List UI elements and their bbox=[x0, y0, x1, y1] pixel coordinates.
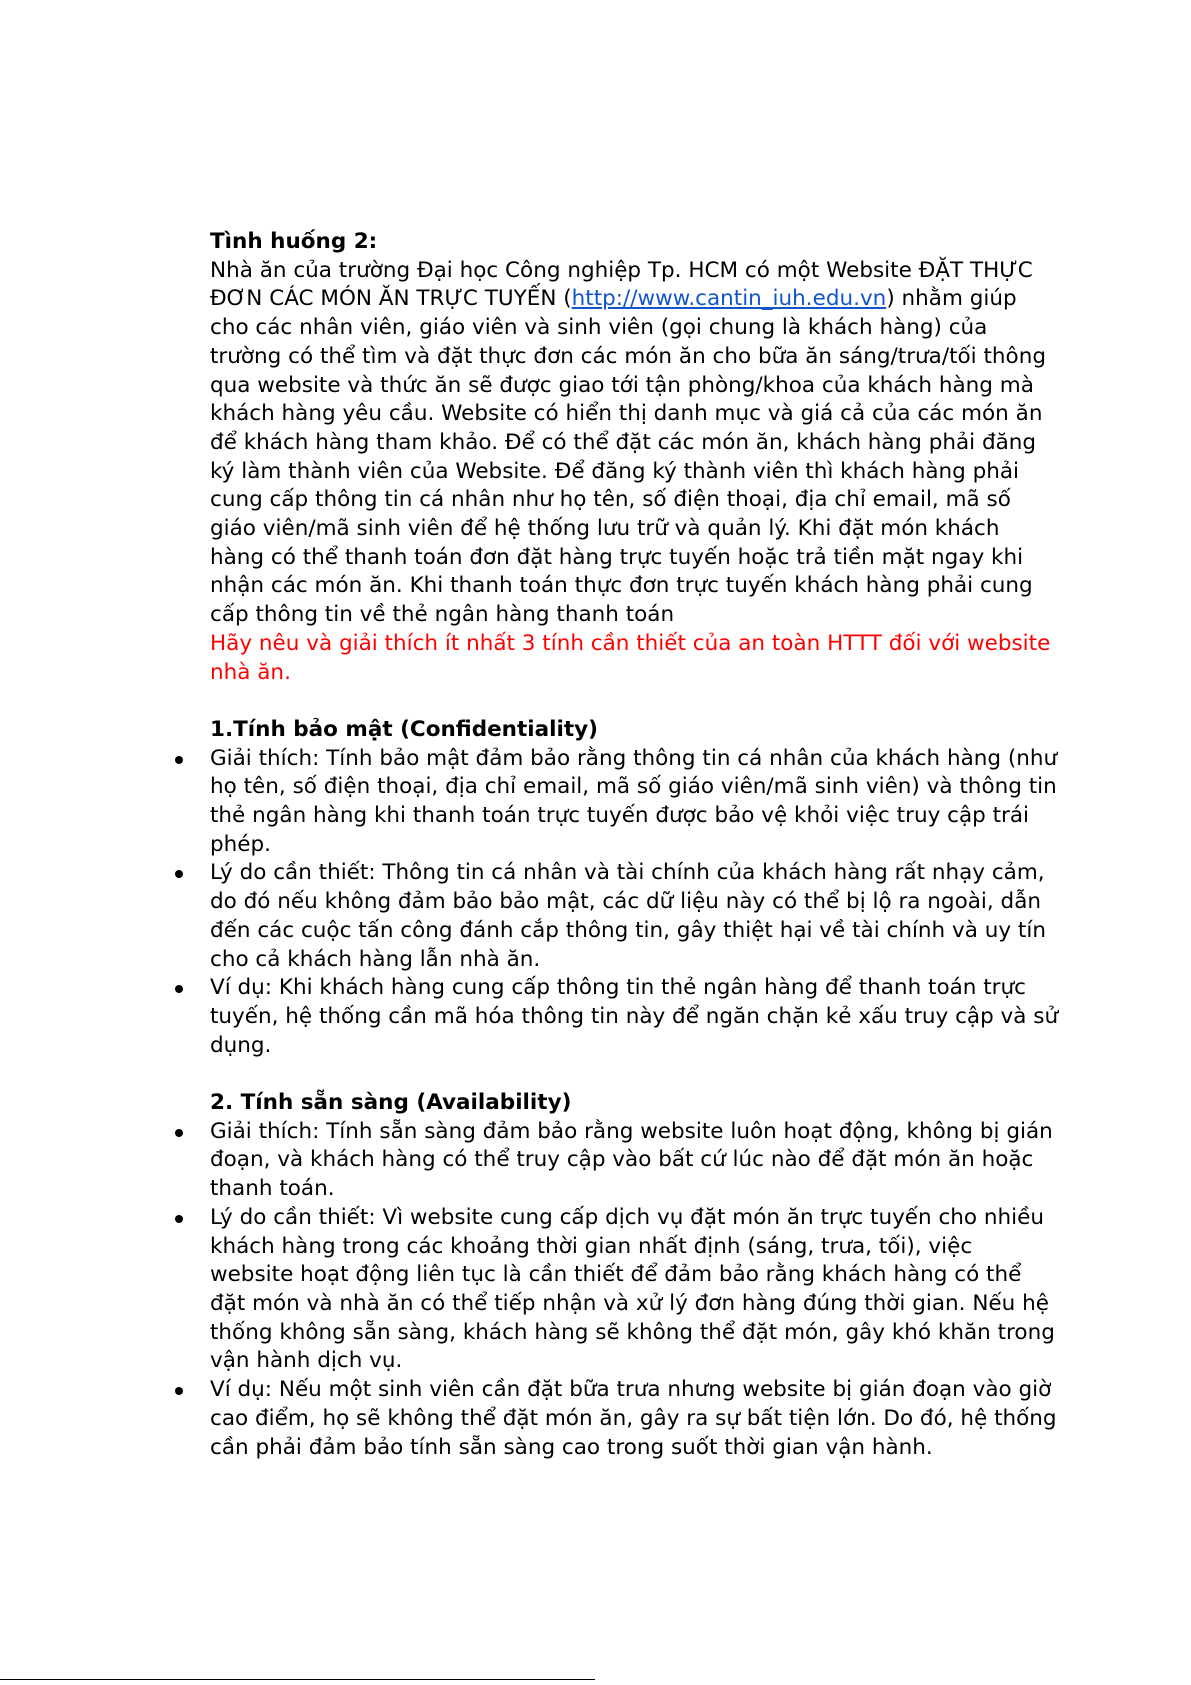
list-item bbox=[210, 974, 1060, 1060]
document-body bbox=[210, 228, 1060, 1462]
intro-text-before-link: Nhà ăn của trường Đại học Công nghiệp Tp. HCM có một Website ĐẶT THỰC ĐƠN CÁC MÓN ĂN TRỰC TUYẾN ( bbox=[210, 257, 1033, 312]
bullet-icon bbox=[175, 870, 183, 878]
bullet-icon bbox=[175, 1129, 183, 1137]
list-item-text: Giải thích: Tính sẵn sàng đảm bảo rằng website luôn hoạt động, không bị gián đoạn, và khách hàng có thể truy cập vào bất cứ lúc nào để đặt món ăn hoặc thanh toán. bbox=[210, 1118, 1053, 1202]
list-item-text: Lý do cần thiết: Vì website cung cấp dịch vụ đặt món ăn trực tuyến cho nhiều khách hàng trong các khoảng thời gian nhất định (sáng, trưa, tối), việc website hoạt động liên tục là cần thiết để đảm bảo rằng khách hàng có thể đặt món và nhà ăn có thể tiếp nhận và xử lý đơn hàng đúng thời gian. Nếu hệ thống không sẵn sàng, khách hàng sẽ không thể đặt món, gây khó khăn trong vận hành dịch vụ. bbox=[210, 1204, 1055, 1374]
footnote-separator bbox=[0, 1679, 595, 1680]
intro-text-after-link: ) nhằm giúp cho các nhân viên, giáo viên và sinh viên (gọi chung là khách hàng) của trường có thể tìm và đặt thực đơn các món ăn cho bữa ăn sáng/trưa/tối thông qua website và thức ăn sẽ được giao tới tận phòng/khoa của khách hàng mà khách hàng yêu cầu. Website có hiển thị danh mục và giá cả của các món ăn để khách hàng tham khảo. Để có thể đặt các món ăn, khách hàng phải đăng ký làm thành viên của Website. Để đăng ký thành viên thì khách hàng phải cung cấp thông tin cá nhân như họ tên, số điện thoại, địa chỉ email, mã số giáo viên/mã sinh viên để hệ thống lưu trữ và quản lý. Khi đặt món khách hàng có thể thanh toán đơn đặt hàng trực tuyến hoặc trả tiền mặt ngay khi nhận các món ăn. Khi thanh toán thực đơn trực tuyến khách hàng phải cung cấp thông tin về thẻ ngân hàng thanh toán bbox=[210, 286, 1046, 628]
list-item bbox=[210, 1118, 1060, 1204]
bullet-icon bbox=[175, 1215, 183, 1223]
section-title: Tình huống 2: bbox=[210, 229, 378, 254]
confidentiality-list bbox=[210, 745, 1060, 1061]
list-item bbox=[210, 1204, 1060, 1376]
question-text: Hãy nêu và giải thích ít nhất 3 tính cần thiết của an toàn HTTT đối với website nhà ăn. bbox=[210, 630, 1051, 685]
list-item bbox=[210, 859, 1060, 974]
bullet-icon bbox=[175, 985, 183, 993]
availability-list bbox=[210, 1118, 1060, 1462]
list-item-text: Lý do cần thiết: Thông tin cá nhân và tài chính của khách hàng rất nhạy cảm, do đó nếu không đảm bảo bảo mật, các dữ liệu này có thể bị lộ ra ngoài, dẫn đến các cuộc tấn công đánh cắp thông tin, gây thiệt hại về tài chính và uy tín cho cả khách hàng lẫn nhà ăn. bbox=[210, 860, 1046, 972]
list-item-text: Ví dụ: Khi khách hàng cung cấp thông tin thẻ ngân hàng để thanh toán trực tuyến, hệ thống cần mã hóa thông tin này để ngăn chặn kẻ xấu truy cập và sử dụng. bbox=[210, 975, 1059, 1058]
list-item bbox=[210, 745, 1060, 860]
section-heading-availability: 2. Tính sẵn sàng (Availability) bbox=[210, 1090, 572, 1116]
list-item bbox=[210, 1376, 1060, 1462]
blank-line bbox=[210, 1060, 1060, 1089]
intro-paragraph bbox=[210, 257, 1060, 630]
blank-line bbox=[210, 687, 1060, 716]
bullet-icon bbox=[175, 1387, 183, 1395]
website-link[interactable]: http://www.cantin_iuh.edu.vn bbox=[571, 286, 887, 312]
section-heading-confidentiality: 1.Tính bảo mật (Confidentiality) bbox=[210, 716, 598, 742]
list-item-text: Ví dụ: Nếu một sinh viên cần đặt bữa trưa nhưng website bị gián đoạn vào giờ cao điểm, họ sẽ không thể đặt món ăn, gây ra sự bất tiện lớn. Do đó, hệ thống cần phải đảm bảo tính sẵn sàng cao trong suốt thời gian vận hành. bbox=[210, 1377, 1057, 1460]
list-item-text: Giải thích: Tính bảo mật đảm bảo rằng thông tin cá nhân của khách hàng (như họ tên, số điện thoại, địa chỉ email, mã số giáo viên/mã sinh viên) và thông tin thẻ ngân hàng khi thanh toán trực tuyến được bảo vệ khỏi việc truy cập trái phép. bbox=[210, 745, 1058, 857]
bullet-icon bbox=[175, 756, 183, 764]
